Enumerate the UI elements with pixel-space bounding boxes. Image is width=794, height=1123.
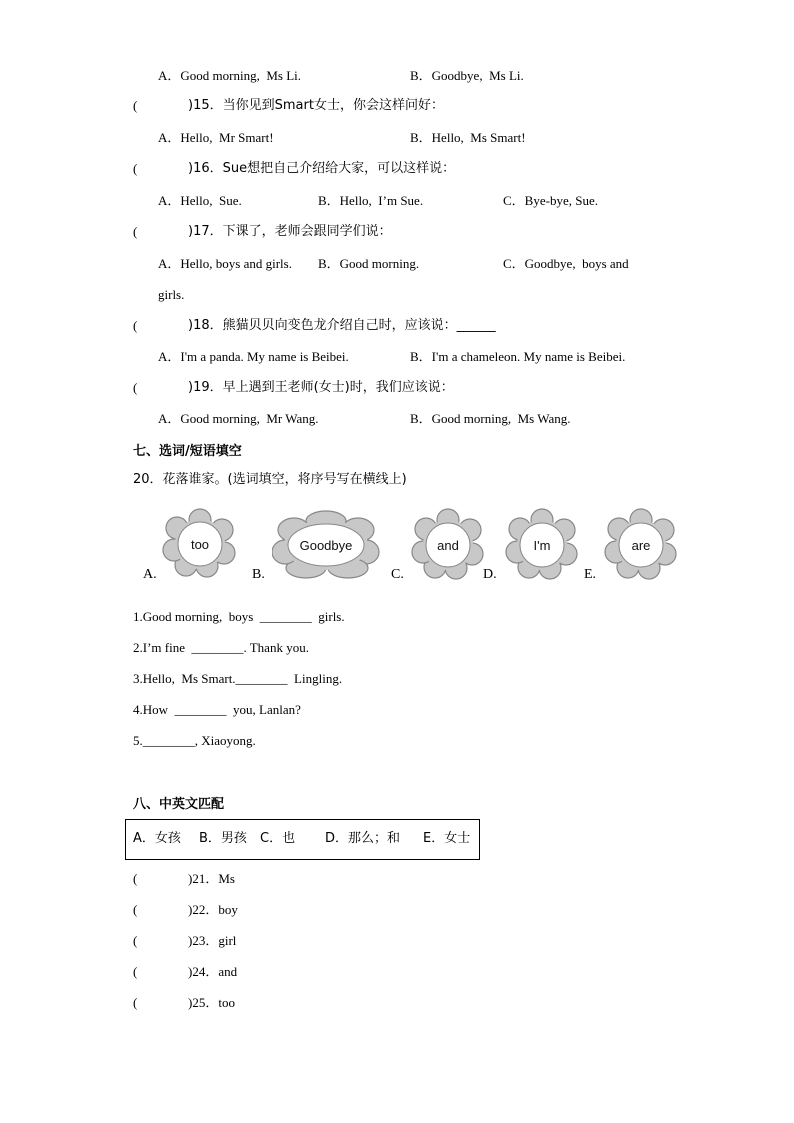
match-option-d: D．那么；和 — [325, 831, 401, 846]
match-paren-22: ( — [133, 902, 138, 917]
fill-sentence-1: 1.Good morning, boys ________ girls. — [133, 609, 345, 624]
section-8-title: 八、中英文匹配 — [133, 797, 225, 812]
match-paren-25: ( — [133, 995, 138, 1010]
flower-option-d — [505, 508, 579, 580]
q18-option-b: B．I'm a chameleon. My name is Beibei. — [410, 349, 626, 364]
match-item-24: )24．and — [188, 964, 238, 979]
fill-sentence-4: 4.How ________ you, Lanlan? — [133, 702, 301, 717]
flower-word-d: I'm — [533, 538, 551, 553]
q17-option-b: B．Good morning. — [318, 256, 420, 271]
q19-paren: ( — [133, 380, 138, 395]
flower-option-a — [162, 508, 238, 578]
match-option-c: C．也 — [260, 831, 296, 846]
q17-option-c-continued: girls. — [158, 287, 185, 302]
match-item-23: )23．girl — [188, 933, 237, 948]
q19-option-a: A．Good morning, Mr Wang. — [158, 411, 319, 426]
flower-letter-e: E. — [584, 567, 597, 582]
match-paren-23: ( — [133, 933, 138, 948]
match-paren-24: ( — [133, 964, 138, 979]
flower-word-c: and — [437, 538, 459, 553]
flower-option-c — [411, 508, 485, 580]
flower-letter-b: B. — [252, 567, 265, 582]
match-item-25: )25．too — [188, 995, 235, 1010]
q15-stem: )15．当你见到Smart女士，你会这样问好： — [188, 98, 444, 113]
q18-option-a: A．I'm a panda. My name is Beibei. — [158, 349, 349, 364]
q16-paren: ( — [133, 161, 138, 176]
fill-sentence-5: 5.________, Xiaoyong. — [133, 733, 256, 748]
q18-paren: ( — [133, 318, 138, 333]
flower-option-b — [272, 510, 380, 580]
flower-word-e: are — [631, 538, 651, 553]
q14-option-b: B．Goodbye, Ms Li. — [410, 68, 524, 83]
q17-option-a: A．Hello, boys and girls. — [158, 256, 292, 271]
flower-word-b: Goodbye — [299, 538, 353, 553]
match-option-a: A．女孩 — [133, 831, 181, 846]
flower-option-e — [604, 508, 678, 580]
q20-stem: 20．花落谁家。(选词填空，将序号写在横线上) — [133, 472, 407, 487]
match-item-22: )22．boy — [188, 902, 238, 917]
flower-letter-a: A. — [143, 567, 157, 582]
q19-stem: )19．早上遇到王老师(女士)时，我们应该说： — [188, 380, 454, 395]
q18-stem: )18．熊猫贝贝向变色龙介绍自己时，应该说：______ — [188, 318, 496, 333]
q15-option-b: B．Hello, Ms Smart! — [410, 130, 526, 145]
q16-option-c: C．Bye-bye, Sue. — [503, 193, 598, 208]
q17-stem: )17．下课了，老师会跟同学们说： — [188, 224, 392, 239]
q15-option-a: A．Hello, Mr Smart! — [158, 130, 274, 145]
q17-option-c: C．Goodbye, boys and — [503, 256, 629, 271]
q16-option-a: A．Hello, Sue. — [158, 193, 242, 208]
q16-option-b: B．Hello, I’m Sue. — [318, 193, 424, 208]
match-option-b: B．男孩 — [199, 831, 247, 846]
q15-paren: ( — [133, 98, 138, 113]
flower-letter-c: C. — [391, 567, 404, 582]
fill-sentence-2: 2.I’m fine ________. Thank you. — [133, 640, 309, 655]
section-7-title: 七、选词/短语填空 — [133, 444, 242, 459]
match-option-e: E．女士 — [423, 831, 471, 846]
match-item-21: )21．Ms — [188, 871, 235, 886]
q19-option-b: B．Good morning, Ms Wang. — [410, 411, 571, 426]
match-paren-21: ( — [133, 871, 138, 886]
flower-letter-d: D. — [483, 567, 497, 582]
flower-word-a: too — [190, 537, 210, 552]
fill-sentence-3: 3.Hello, Ms Smart.________ Lingling. — [133, 671, 343, 686]
q14-option-a: A．Good morning, Ms Li. — [158, 68, 302, 83]
q16-stem: )16．Sue想把自己介绍给大家，可以这样说： — [188, 161, 456, 176]
q17-paren: ( — [133, 224, 138, 239]
